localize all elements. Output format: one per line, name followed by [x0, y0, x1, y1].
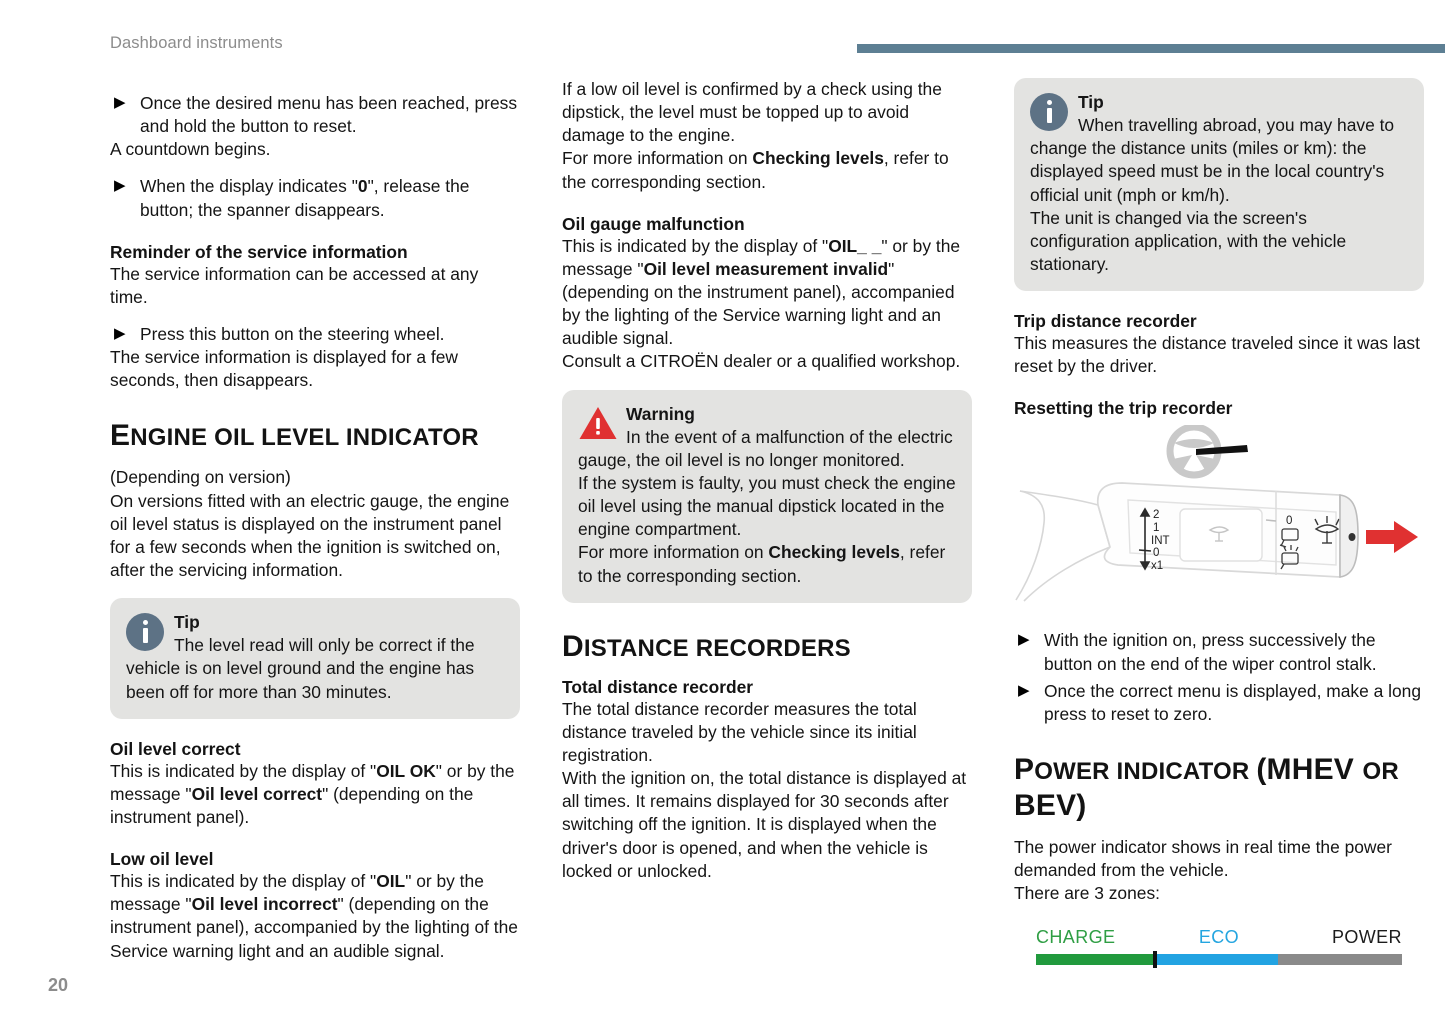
- info-icon: [126, 613, 164, 651]
- steering-wheel-icon: [1170, 427, 1248, 475]
- paragraph-electric-gauge: On versions fitted with an electric gauge, the engine oil level status is displayed on the instrument panel for a few seconds when the ignition is switched on, after the servicing information.: [110, 490, 510, 580]
- paragraph-low-oil-confirmed: If a low oil level is confirmed by a check using the dipstick, the level must be topped up to avoid damage to the engine.: [562, 79, 942, 146]
- heading-first-letter: D: [562, 629, 584, 663]
- power-indicator-labels: [1036, 927, 1402, 948]
- heading-rest: NGINE OIL LEVEL INDICATOR: [130, 424, 479, 452]
- tip-callout-box: [1014, 78, 1424, 291]
- heading-oil-gauge-malfunction: Oil gauge malfunction: [562, 213, 745, 234]
- text-1: This is indicated by the display of ": [110, 760, 377, 781]
- text-bold-measurement-invalid: Oil level measurement invalid: [643, 258, 889, 279]
- tip-callout-text-1: When travelling abroad, you may have to change the distance units (miles or km): the displayed speed must be in the local country's official unit (mph or km/h).: [1030, 115, 1395, 205]
- heading-first-letter: E: [110, 419, 131, 453]
- paragraph-oil-level-correct: [110, 760, 520, 829]
- heading-distance-recorders: [562, 629, 972, 665]
- triangle-bullet-icon: ▶: [114, 324, 126, 342]
- tip-callout-text-2: The unit is changed via the screen's configuration application, with the vehicle stationary.: [1030, 207, 1347, 274]
- tip-callout-title: Tip: [1078, 92, 1104, 112]
- heading-power-indicator: [1014, 752, 1424, 824]
- heading-part-1: OWER INDICATOR: [1034, 757, 1257, 785]
- stalk-label-2: 2: [1153, 509, 1160, 522]
- list-item: [110, 323, 520, 346]
- page-header-title: Dashboard instruments: [110, 34, 283, 52]
- list-item-label: [140, 175, 520, 221]
- text-post: ", release the button; the spanner disappears.: [140, 176, 470, 220]
- text-bold-oil: OIL: [376, 871, 406, 892]
- stalk-label-int: INT: [1151, 535, 1170, 548]
- middle-column: [562, 78, 972, 978]
- power-label-charge: CHARGE: [1036, 927, 1116, 948]
- paragraph-service-info-access: The service information can be accessed at any time.: [110, 263, 479, 307]
- content-columns: [110, 78, 1421, 978]
- tip-callout-box: [110, 598, 520, 719]
- warning-text-2: If the system is faulty, you must check the engine oil level using the manual dipstick located in the engine compartment.: [578, 472, 956, 540]
- heading-part-mhev: (MHEV: [1256, 752, 1363, 786]
- power-indicator-bar: [1036, 954, 1402, 965]
- warning-text-3-post: , refer to the corresponding section.: [578, 542, 946, 586]
- paragraph-power-indicator-1: The power indicator shows in real time the power demanded from the vehicle.: [1014, 836, 1392, 881]
- text-3: " (depending on the instrument panel), accompanied by the lighting of the Service warning light and an audible signal.: [562, 258, 955, 349]
- tip-callout-body: [1030, 91, 1408, 276]
- stalk-label-0: 0: [1153, 547, 1160, 560]
- heading-total-distance-recorder: Total distance recorder: [562, 676, 754, 697]
- text-bold-oil-ok: OIL OK: [376, 760, 436, 781]
- page-header: [0, 0, 1445, 62]
- list-item-label: With the ignition on, press successively the button on the end of the wiper control stalk.: [1044, 630, 1377, 674]
- tip-callout-text: The level read will only be correct if the vehicle is on level ground and the engine has been off for more than 30 minutes.: [126, 635, 475, 702]
- left-column: [110, 78, 520, 978]
- power-bar-power-segment: [1278, 954, 1402, 965]
- text-2: " or by the message ": [110, 871, 484, 915]
- text-bold: 0: [357, 176, 368, 197]
- paragraph-total-distance-1: The total distance recorder measures the total distance traveled by the vehicle since its initial registration.: [562, 698, 917, 765]
- paragraph-service-info-display: The service information is displayed for a few seconds, then disappears.: [110, 347, 458, 391]
- paragraph-countdown: A countdown begins.: [110, 139, 271, 160]
- heading-trip-distance-recorder: Trip distance recorder: [1014, 311, 1197, 332]
- heading-engine-oil-level-indicator: [110, 418, 520, 454]
- right-column: [1014, 78, 1424, 978]
- triangle-bullet-icon: ▶: [1018, 681, 1030, 699]
- paragraph-oil-gauge-malfunction: [562, 235, 972, 351]
- stalk-label-1: 1: [1153, 522, 1160, 535]
- page-number: 20: [48, 975, 69, 995]
- heading-part-bev: BEV): [1014, 788, 1087, 822]
- text-2: " or by the message ": [110, 760, 515, 804]
- list-item: [110, 92, 520, 138]
- paragraph-depending-on-version: (Depending on version): [110, 467, 291, 488]
- text-1: This is indicated by the display of ": [562, 235, 829, 256]
- heading-rest: ISTANCE RECORDERS: [583, 634, 851, 662]
- text-pre: When the display indicates ": [140, 176, 358, 197]
- list-item: [110, 175, 520, 221]
- power-bar-charge-segment: [1036, 954, 1153, 965]
- warning-text-1: In the event of a malfunction of the electric gauge, the oil level is no longer monitored.: [578, 426, 953, 470]
- text-1: This is indicated by the display of ": [110, 871, 377, 892]
- stalk-label-x1: x1: [1151, 560, 1164, 573]
- list-item: [1014, 629, 1424, 675]
- heading-resetting-trip-recorder: Resetting the trip recorder: [1014, 398, 1233, 419]
- tip-callout-body: [126, 611, 504, 704]
- power-label-power: POWER: [1331, 927, 1402, 948]
- heading-part-or: OR: [1362, 757, 1399, 785]
- heading-first-letter: P: [1014, 752, 1035, 786]
- text-bold-oil-underscore: OIL_ _: [828, 235, 882, 256]
- paragraph-power-indicator-2: There are 3 zones:: [1014, 883, 1160, 904]
- paragraph-low-oil-level: [110, 870, 520, 963]
- text-bold-checking-levels: Checking levels: [752, 148, 884, 169]
- paragraph-consult-dealer: Consult a CITROËN dealer or a qualified workshop.: [562, 351, 961, 372]
- list-item-label: Once the correct menu is displayed, make a long press to reset to zero.: [1044, 680, 1421, 724]
- header-rule: [857, 44, 1445, 53]
- triangle-bullet-icon: ▶: [114, 94, 126, 111]
- warning-callout-title: Warning: [626, 403, 695, 424]
- red-arrow-icon: [1366, 521, 1418, 553]
- text-post: , refer to the corresponding section.: [562, 148, 949, 192]
- wiper-control-stalk-illustration: [1014, 425, 1424, 615]
- washer-label-0: 0: [1286, 515, 1293, 528]
- warning-triangle-icon: [578, 405, 616, 443]
- power-bar-eco-segment: [1157, 954, 1278, 965]
- paragraph-trip-distance: This measures the distance traveled since it was last reset by the driver.: [1014, 333, 1420, 377]
- warning-text-bold: Checking levels: [768, 542, 900, 563]
- text-3: " (depending on the instrument panel).: [110, 783, 474, 827]
- list-item: [1014, 680, 1424, 726]
- warning-callout-body: [578, 403, 956, 588]
- triangle-bullet-icon: ▶: [114, 177, 126, 195]
- text-bold-oil-level-correct: Oil level correct: [191, 783, 323, 804]
- text-3: " (depending on the instrument panel), accompanied by the lighting of the Service warning light and an audible signal.: [110, 894, 518, 961]
- power-indicator-graphic: [1014, 927, 1424, 965]
- heading-oil-level-correct: Oil level correct: [110, 738, 241, 759]
- heading-reminder-service-info: Reminder of the service information: [110, 241, 408, 262]
- tip-callout-title: Tip: [174, 612, 200, 633]
- list-item-label: Once the desired menu has been reached, press and hold the button to reset.: [140, 93, 518, 137]
- text-pre: For more information on: [562, 148, 753, 169]
- text-2: " or by the message ": [562, 235, 961, 279]
- list-item-label: Press this button on the steering wheel.: [140, 323, 445, 344]
- power-label-eco: ECO: [1198, 927, 1240, 948]
- warning-text-3-pre: For more information on: [578, 542, 769, 563]
- info-icon: [1030, 93, 1068, 131]
- warning-callout-box: [562, 390, 972, 603]
- paragraph-checking-levels-ref: [562, 147, 972, 193]
- text-bold-oil-level-incorrect: Oil level incorrect: [191, 894, 338, 915]
- paragraph-total-distance-2: With the ignition on, the total distance is displayed at all times. It remains displayed for 30 seconds after switching off the ignition. It is displayed when the driver's door is opened, and when the vehicle is locked or unlocked.: [562, 768, 967, 881]
- heading-low-oil-level: Low oil level: [110, 849, 214, 870]
- triangle-bullet-icon: ▶: [1018, 631, 1030, 649]
